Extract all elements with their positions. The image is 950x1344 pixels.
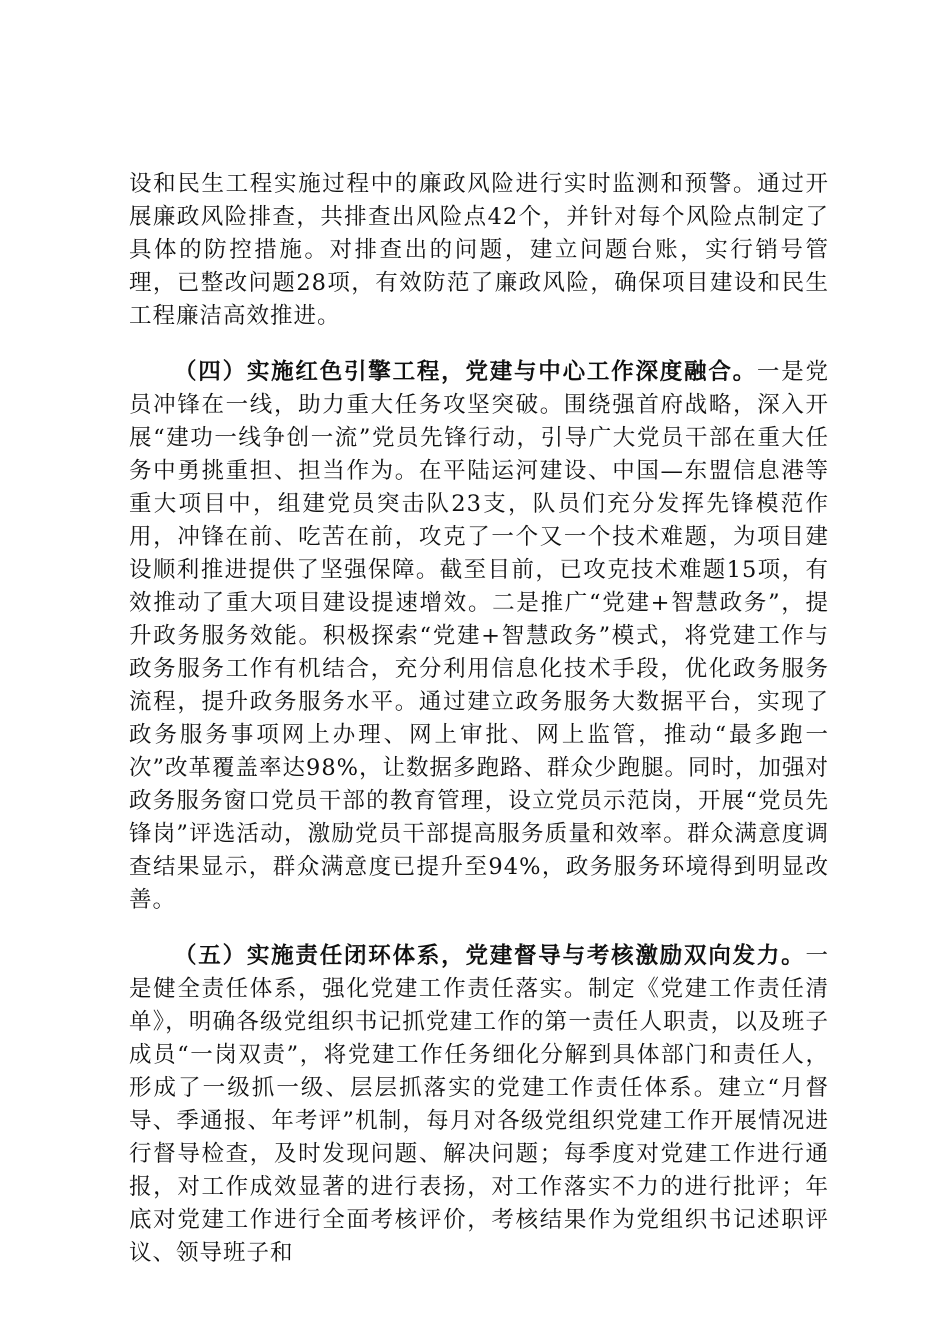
paragraph-section-five	[129, 940, 829, 1270]
section-heading-five: （五）实施责任闭环体系，党建督导与考核激励双向发力。	[174, 943, 806, 969]
paragraph-continuation	[129, 168, 829, 333]
paragraph-text: 一是健全责任体系，强化党建工作责任落实。制定《党建工作责任清单》，明确各级党组织书记抓党建工作的第一责任人职责，以及班子成员“一岗双责”，将党建工作任务细化分解到具体部门和责任人，形成了一级抓一级、层层抓落实的党建工作责任体系。建立“月督导、季通报、年考评”机制，每月对各级党组织党建工作开展情况进行督导检查，及时发现问题、解决问题；每季度对党建工作进行通报，对工作成效显著的进行表扬，对工作落实不力的进行批评；年底对党建工作进行全面考核评价，考核结果作为党组织书记述职评议、领导班子和	[129, 943, 829, 1266]
document-body	[129, 168, 829, 1293]
paragraph-text: 一是党员冲锋在一线，助力重大任务攻坚突破。围绕强首府战略，深入开展“建功一线争创一流”党员先锋行动，引导广大党员干部在重大任务中勇挑重担、担当作为。在平陆运河建设、中国—东盟信息港等重大项目中，组建党员突击队23支，队员们充分发挥先锋模范作用，冲锋在前、吃苦在前，攻克了一个又一个技术难题，为项目建设顺利推进提供了坚强保障。截至目前，已攻克技术难题15项，有效推动了重大项目建设提速增效。二是推广“党建+智慧政务”，提升政务服务效能。积极探索“党建+智慧政务”模式，将党建工作与政务服务工作有机结合，充分利用信息化技术手段，优化政务服务流程，提升政务服务水平。通过建立政务服务大数据平台，实现了政务服务事项网上办理、网上审批、网上监管，推动“最多跑一次”改革覆盖率达98%，让数据多跑路、群众少跑腿。同时，加强对政务服务窗口党员干部的教育管理，设立党员示范岗，开展“党员先锋岗”评选活动，激励党员干部提高服务质量和效率。群众满意度调查结果显示，群众满意度已提升至94%，政务服务环境得到明显改善。	[129, 359, 830, 913]
paragraph-text: 设和民生工程实施过程中的廉政风险进行实时监测和预警。通过开展廉政风险排查，共排查出风险点42个，并针对每个风险点制定了具体的防控措施。对排查出的问题，建立问题台账，实行销号管理，已整改问题28项，有效防范了廉政风险，确保项目建设和民生工程廉洁高效推进。	[129, 171, 829, 329]
section-heading-four: （四）实施红色引擎工程，党建与中心工作深度融合。	[174, 359, 757, 385]
paragraph-section-four	[129, 356, 829, 917]
